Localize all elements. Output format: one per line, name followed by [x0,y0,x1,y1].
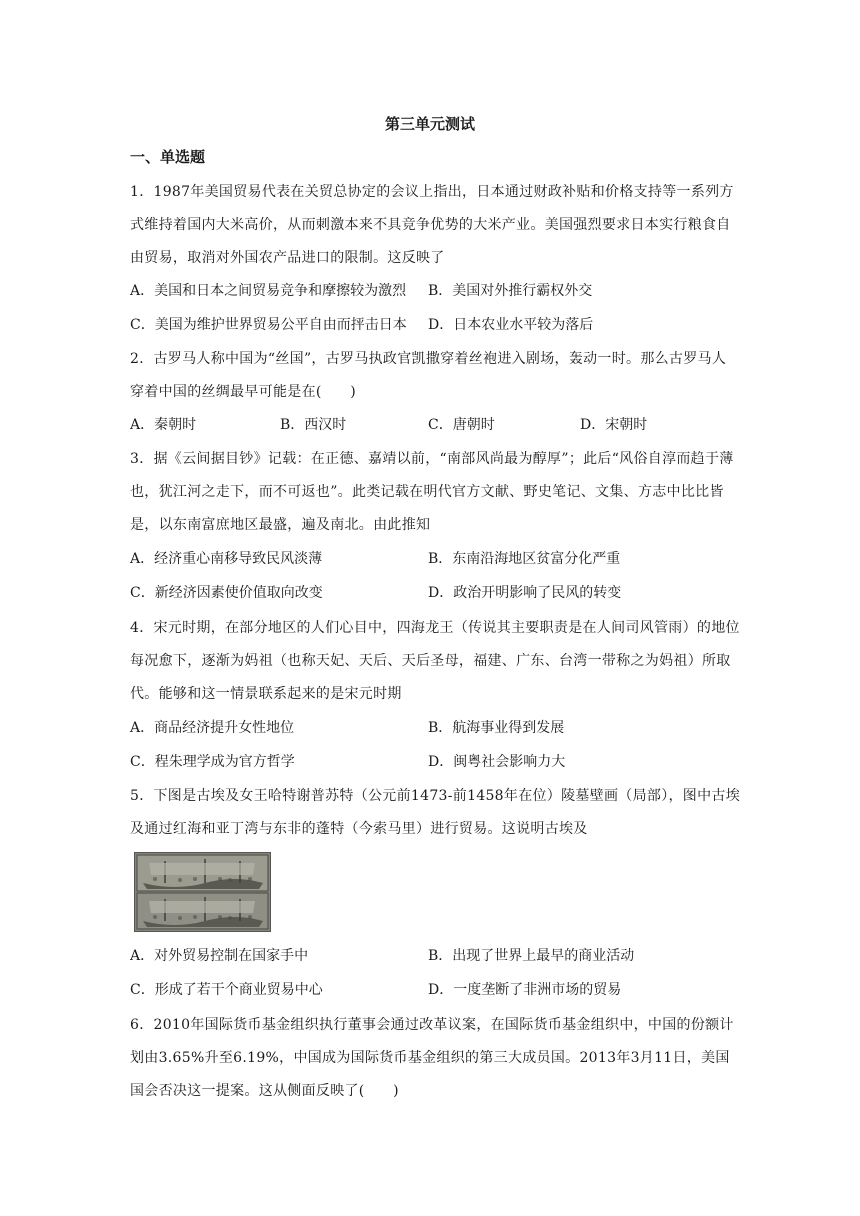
question-4-option-b[interactable]: B．航海事业得到发展 [428,720,565,736]
question-2-option-a[interactable]: A．秦朝时 [130,417,197,433]
question-1-option-c[interactable]: C．美国为维护世界贸易公平自由而抨击日本 [130,317,407,333]
question-1-option-d[interactable]: D．日本农业水平较为落后 [428,317,594,333]
question-5-option-a[interactable]: A．对外贸易控制在国家手中 [130,948,309,964]
question-3-stem: 3．据《云间据目钞》记载：在正德、嘉靖以前，“南部风尚最为醇厚”；此后“风俗自淳而趋于薄也，犹江河之走下，而不可返也”。此类记载在明代官方文献、野史笔记、文集、方志中比比皆是，以东南富庶地区最盛，遍及南北。由此推知 [130,451,734,533]
question-2-stem: 2．古罗马人称中国为“丝国”，古罗马执政官凯撒穿着丝袍进入剧场，轰动一时。那么古罗马人穿着中国的丝绸最早可能是在( ) [130,351,727,400]
question-4-option-c[interactable]: C．程朱理学成为官方哲学 [130,754,295,770]
question-1-stem: 1．1987年美国贸易代表在关贸总协定的会议上指出，日本通过财政补贴和价格支持等一系列方式维持着国内大米高价，从而刺激本来不具竞争优势的大米产业。美国强烈要求日本实行粮食自由贸易，取消对外国农产品进口的限制。这反映了 [130,184,734,266]
question-4-option-a[interactable]: A．商品经济提升女性地位 [130,720,295,736]
question-2-option-b[interactable]: B．西汉时 [280,417,347,433]
mural-image [134,852,271,932]
question-2-option-c[interactable]: C．唐朝时 [428,417,495,433]
question-2-option-d[interactable]: D．宋朝时 [580,417,648,433]
page-title: 第三单元测试 [384,115,475,133]
question-3-option-c[interactable]: C．新经济因素使价值取向改变 [130,585,323,601]
question-6-stem: 6．2010年国际货币基金组织执行董事会通过改革议案，在国际货币基金组织中，中国的份额计划由3.65%升至6.19%，中国成为国际货币基金组织的第三大成员国。2013年3月11日，美国国会否决这一提案。这从侧面反映了( ) [130,1017,734,1099]
question-1-option-a[interactable]: A．美国和日本之间贸易竞争和摩擦较为激烈 [130,283,407,299]
question-3-option-b[interactable]: B．东南沿海地区贫富分化严重 [428,551,621,567]
question-5-option-d[interactable]: D．一度垄断了非洲市场的贸易 [428,982,622,998]
question-3-option-d[interactable]: D．政治开明影响了民风的转变 [428,585,622,601]
question-5-option-b[interactable]: B．出现了世界上最早的商业活动 [428,948,635,964]
section-heading: 一、单选题 [130,148,206,166]
question-3-option-a[interactable]: A．经济重心南移导致民风淡薄 [130,551,323,567]
question-4-option-d[interactable]: D．闽粤社会影响力大 [428,754,566,770]
question-4-stem: 4．宋元时期，在部分地区的人们心目中，四海龙王（传说其主要职责是在人间司风管雨）的地位每况愈下，逐渐为妈祖（也称天妃、天后、天后圣母，福建、广东、台湾一带称之为妈祖）所取代。能够和这一情景联系起来的是宋元时期 [130,620,740,702]
question-5-stem: 5．下图是古埃及女王哈特谢普苏特（公元前1473-前1458年在位）陵墓壁画（局部），图中古埃及通过红海和亚丁湾与东非的蓬特（今索马里）进行贸易。这说明古埃及 [130,788,740,837]
question-1-option-b[interactable]: B．美国对外推行霸权外交 [428,283,593,299]
question-5-option-c[interactable]: C．形成了若干个商业贸易中心 [130,982,323,998]
